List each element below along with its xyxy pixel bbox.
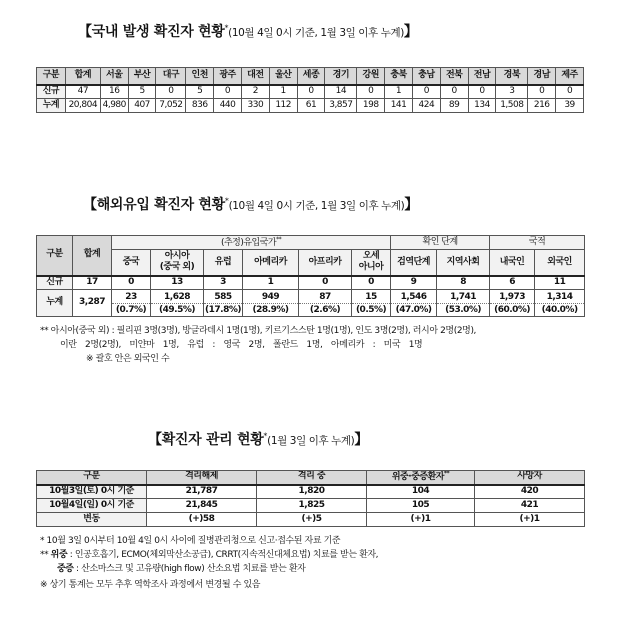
overseas-new-value: 0 — [352, 276, 391, 290]
overseas-nation-col-text: 내국인 — [499, 256, 525, 267]
overseas-cum-value: 1,973 — [499, 291, 526, 302]
overseas-origin-col-text: 아프리카 — [308, 256, 342, 267]
management-value-cell: 1,825 — [257, 499, 367, 513]
management-header-cell — [257, 471, 367, 485]
management-row-label: 10월4일(일) 0시 기준 — [37, 499, 147, 513]
management-header-cell — [37, 471, 147, 485]
overseas-origin-col — [243, 250, 299, 276]
overseas-cum-pct: (40.0%) — [535, 303, 584, 316]
overseas-note-3: ※ 괄호 안은 외국인 수 — [86, 354, 170, 364]
overseas-confirm-col — [391, 250, 437, 276]
overseas-title: 【해외유입 확진자 현황*(10월 4일 0시 기준, 1월 3일 이후 누계)】 — [83, 196, 419, 213]
overseas-cum-label: 누계 — [37, 290, 73, 317]
overseas-origin-col-text: 아시아 (중국 외) — [159, 251, 195, 273]
domestic-value-cell: 20,804 — [65, 99, 100, 113]
overseas-cum-cell — [535, 290, 585, 317]
overseas-cum-cell — [490, 290, 535, 317]
overseas-cum-value: 23 — [125, 291, 137, 302]
domestic-value-cell: 330 — [241, 99, 269, 113]
domestic-value-cell: 134 — [468, 99, 496, 113]
management-header-cell — [367, 471, 475, 485]
management-header-cell — [147, 471, 257, 485]
domestic-value-cell: 440 — [214, 99, 242, 113]
overseas-new-value: 9 — [391, 276, 437, 290]
domestic-value-cell: 0 — [528, 85, 556, 99]
domestic-value-cell: 47 — [65, 85, 100, 99]
overseas-cum-pct: (0.5%) — [352, 303, 390, 316]
domestic-value-cell: 3,857 — [325, 99, 357, 113]
domestic-value-cell: 5 — [186, 85, 214, 99]
domestic-value-cell: 141 — [385, 99, 413, 113]
domestic-header-cell: 합계 — [65, 68, 100, 85]
domestic-header-cell: 인천 — [186, 68, 214, 85]
domestic-value-cell: 0 — [468, 85, 496, 99]
overseas-cum-pct: (2.6%) — [299, 303, 351, 316]
overseas-cum-value: 1,741 — [450, 291, 477, 302]
overseas-cum-pct: (17.8%) — [205, 304, 241, 315]
domestic-value-cell: 5 — [128, 85, 156, 99]
overseas-origin-col — [112, 250, 151, 276]
domestic-value-cell: 16 — [100, 85, 128, 99]
management-value-cell: 1,820 — [257, 485, 367, 499]
overseas-new-label: 신규 — [37, 276, 73, 290]
overseas-nation-col — [535, 250, 585, 276]
overseas-new-value: 3 — [204, 276, 243, 290]
overseas-cum-value: 87 — [319, 291, 331, 302]
domestic-value-cell: 4,980 — [100, 99, 128, 113]
domestic-header-cell: 경기 — [325, 68, 357, 85]
overseas-cum-value: 1,546 — [400, 291, 427, 302]
overseas-origin-col — [204, 250, 243, 276]
domestic-value-cell: 0 — [297, 85, 325, 99]
overseas-group-confirm: 확인 단계 — [391, 236, 490, 250]
management-header-text: 구분 — [83, 471, 100, 482]
management-value-cell: 105 — [367, 499, 475, 513]
management-title: 【확진자 관리 현황*(1월 3일 이후 누계)】 — [148, 431, 369, 448]
overseas-col-group: 구분 — [37, 236, 73, 276]
domestic-header-cell: 경북 — [496, 68, 528, 85]
domestic-header-cell: 부산 — [128, 68, 156, 85]
overseas-cum-pct: (47.0%) — [391, 303, 436, 316]
overseas-origin-col-text: 중국 — [122, 256, 140, 267]
management-row-label: 10월3일(토) 0시 기준 — [37, 485, 147, 499]
domestic-table — [36, 67, 584, 113]
overseas-new-value: 1 — [243, 276, 299, 290]
management-table — [36, 470, 585, 527]
management-header-sup: ** — [443, 470, 450, 478]
overseas-origin-col — [352, 250, 391, 276]
domestic-title: 【국내 발생 확진자 현황*(10월 4일 0시 기준, 1월 3일 이후 누계)】 — [78, 23, 418, 40]
overseas-cum-pct: (28.9%) — [243, 303, 298, 316]
domestic-header-cell: 전북 — [440, 68, 468, 85]
overseas-nation-col-text: 외국인 — [547, 256, 572, 267]
domestic-value-cell: 2 — [241, 85, 269, 99]
overseas-cum-value: 949 — [261, 291, 280, 302]
domestic-value-cell: 198 — [357, 99, 385, 113]
overseas-cum-cell — [299, 290, 352, 317]
domestic-header-cell: 울산 — [269, 68, 297, 85]
domestic-header-cell: 서울 — [100, 68, 128, 85]
domestic-value-cell: 39 — [556, 99, 584, 113]
domestic-value-cell: 424 — [412, 99, 440, 113]
management-value-cell: 21,787 — [147, 485, 257, 499]
overseas-col-total: 합계 — [73, 236, 112, 276]
domestic-row-label: 누계 — [37, 99, 66, 113]
domestic-header-cell: 구분 — [37, 68, 66, 85]
domestic-value-cell: 0 — [156, 85, 186, 99]
overseas-note-1: ** 아시아(중국 외) : 필리핀 3명(3명), 방글라데시 1명(1명), 키르기스스탄 1명(1명), 인도 3명(2명), 러시아 2명(2명), — [40, 326, 477, 336]
management-value-cell: (+)1 — [475, 513, 585, 527]
management-note-3: 중증 : 산소마스크 및 고유량(high flow) 산소요법 치료를 받는 환자 — [57, 564, 306, 574]
domestic-header-cell: 충남 — [412, 68, 440, 85]
domestic-header-cell: 경남 — [528, 68, 556, 85]
management-value-cell: 21,845 — [147, 499, 257, 513]
overseas-cum-cell — [437, 290, 490, 317]
domestic-value-cell: 216 — [528, 99, 556, 113]
management-header-cell — [475, 471, 585, 485]
domestic-header-cell: 대전 — [241, 68, 269, 85]
overseas-origin-col — [299, 250, 352, 276]
management-header-text: 사망자 — [517, 471, 542, 482]
overseas-cum-total: 3,287 — [73, 290, 112, 317]
domestic-value-cell: 0 — [214, 85, 242, 99]
overseas-confirm-col — [437, 250, 490, 276]
overseas-cum-value: 585 — [214, 291, 232, 302]
management-note-4: ※ 상기 통계는 모두 추후 역학조사 과정에서 변경될 수 있음 — [40, 580, 261, 590]
overseas-cum-pct: (60.0%) — [490, 303, 534, 316]
management-value-cell: 421 — [475, 499, 585, 513]
management-note-2: ** 위중 : 인공호흡기, ECMO(체외막산소공급), CRRT(지속적신대체요법) 치료를 받는 환자, — [40, 550, 379, 560]
domestic-header-cell: 대구 — [156, 68, 186, 85]
domestic-value-cell: 1,508 — [496, 99, 528, 113]
domestic-header-cell: 세종 — [297, 68, 325, 85]
overseas-cum-cell — [112, 290, 151, 317]
overseas-table — [36, 235, 585, 317]
domestic-value-cell: 0 — [440, 85, 468, 99]
overseas-nation-col — [490, 250, 535, 276]
overseas-origin-col — [151, 250, 204, 276]
domestic-header-cell: 전남 — [468, 68, 496, 85]
overseas-new-value: 11 — [535, 276, 585, 290]
overseas-cum-value: 15 — [365, 291, 377, 302]
overseas-confirm-col-text: 지역사회 — [446, 256, 480, 267]
overseas-cum-cell — [204, 290, 243, 317]
overseas-new-value: 0 — [112, 276, 151, 290]
overseas-new-value: 6 — [490, 276, 535, 290]
overseas-cum-cell — [391, 290, 437, 317]
domestic-row-label: 신규 — [37, 85, 66, 99]
management-value-cell: 420 — [475, 485, 585, 499]
overseas-new-value: 8 — [437, 276, 490, 290]
overseas-new-value: 13 — [151, 276, 204, 290]
domestic-value-cell: 1 — [385, 85, 413, 99]
overseas-origin-col-text: 유럽 — [214, 256, 232, 267]
overseas-cum-cell — [352, 290, 391, 317]
domestic-value-cell: 0 — [357, 85, 385, 99]
domestic-header-cell: 광주 — [214, 68, 242, 85]
domestic-header-cell: 강원 — [357, 68, 385, 85]
management-value-cell: 104 — [367, 485, 475, 499]
domestic-header-cell: 충북 — [385, 68, 413, 85]
management-header-text: 격리해제 — [185, 471, 218, 482]
domestic-value-cell: 3 — [496, 85, 528, 99]
overseas-confirm-col-text: 검역단계 — [397, 256, 430, 267]
overseas-cum-pct: (0.7%) — [112, 303, 150, 316]
domestic-value-cell: 836 — [186, 99, 214, 113]
overseas-new-total: 17 — [73, 276, 112, 290]
overseas-group-nation: 국적 — [490, 236, 585, 250]
management-value-cell: (+)1 — [367, 513, 475, 527]
management-note-1: * 10월 3일 0시부터 10월 4일 0시 사이에 질병관리청으로 신고·접수된 자료 기준 — [40, 536, 341, 546]
domestic-value-cell: 89 — [440, 99, 468, 113]
overseas-cum-pct: (53.0%) — [437, 303, 489, 316]
management-header-text: 격리 중 — [297, 471, 326, 482]
domestic-value-cell: 7,052 — [156, 99, 186, 113]
management-header-text: 위중·중증환자 — [391, 472, 444, 483]
management-row-label: 변동 — [37, 513, 147, 527]
overseas-cum-pct: (49.5%) — [151, 303, 203, 316]
overseas-note-2: 이란 2명(2명), 미얀마 1명, 유럽 : 영국 2명, 폴란드 1명, 아메리카 : 미국 1명 — [60, 340, 423, 350]
domestic-value-cell: 14 — [325, 85, 357, 99]
domestic-value-cell: 0 — [556, 85, 584, 99]
overseas-new-value: 0 — [299, 276, 352, 290]
overseas-cum-cell — [151, 290, 204, 317]
overseas-origin-col-text: 오세 아니아 — [358, 251, 384, 273]
management-value-cell: (+)5 — [257, 513, 367, 527]
overseas-cum-value: 1,628 — [164, 291, 190, 302]
domestic-value-cell: 61 — [297, 99, 325, 113]
overseas-origin-col-text: 아메리카 — [254, 256, 287, 267]
domestic-value-cell: 1 — [269, 85, 297, 99]
overseas-cum-value: 1,314 — [546, 291, 573, 302]
domestic-header-cell: 제주 — [556, 68, 584, 85]
overseas-cum-cell — [243, 290, 299, 317]
domestic-value-cell: 112 — [269, 99, 297, 113]
domestic-value-cell: 407 — [128, 99, 156, 113]
domestic-value-cell: 0 — [412, 85, 440, 99]
management-value-cell: (+)58 — [147, 513, 257, 527]
overseas-group-origin: (추정)유입국가** — [112, 236, 391, 250]
